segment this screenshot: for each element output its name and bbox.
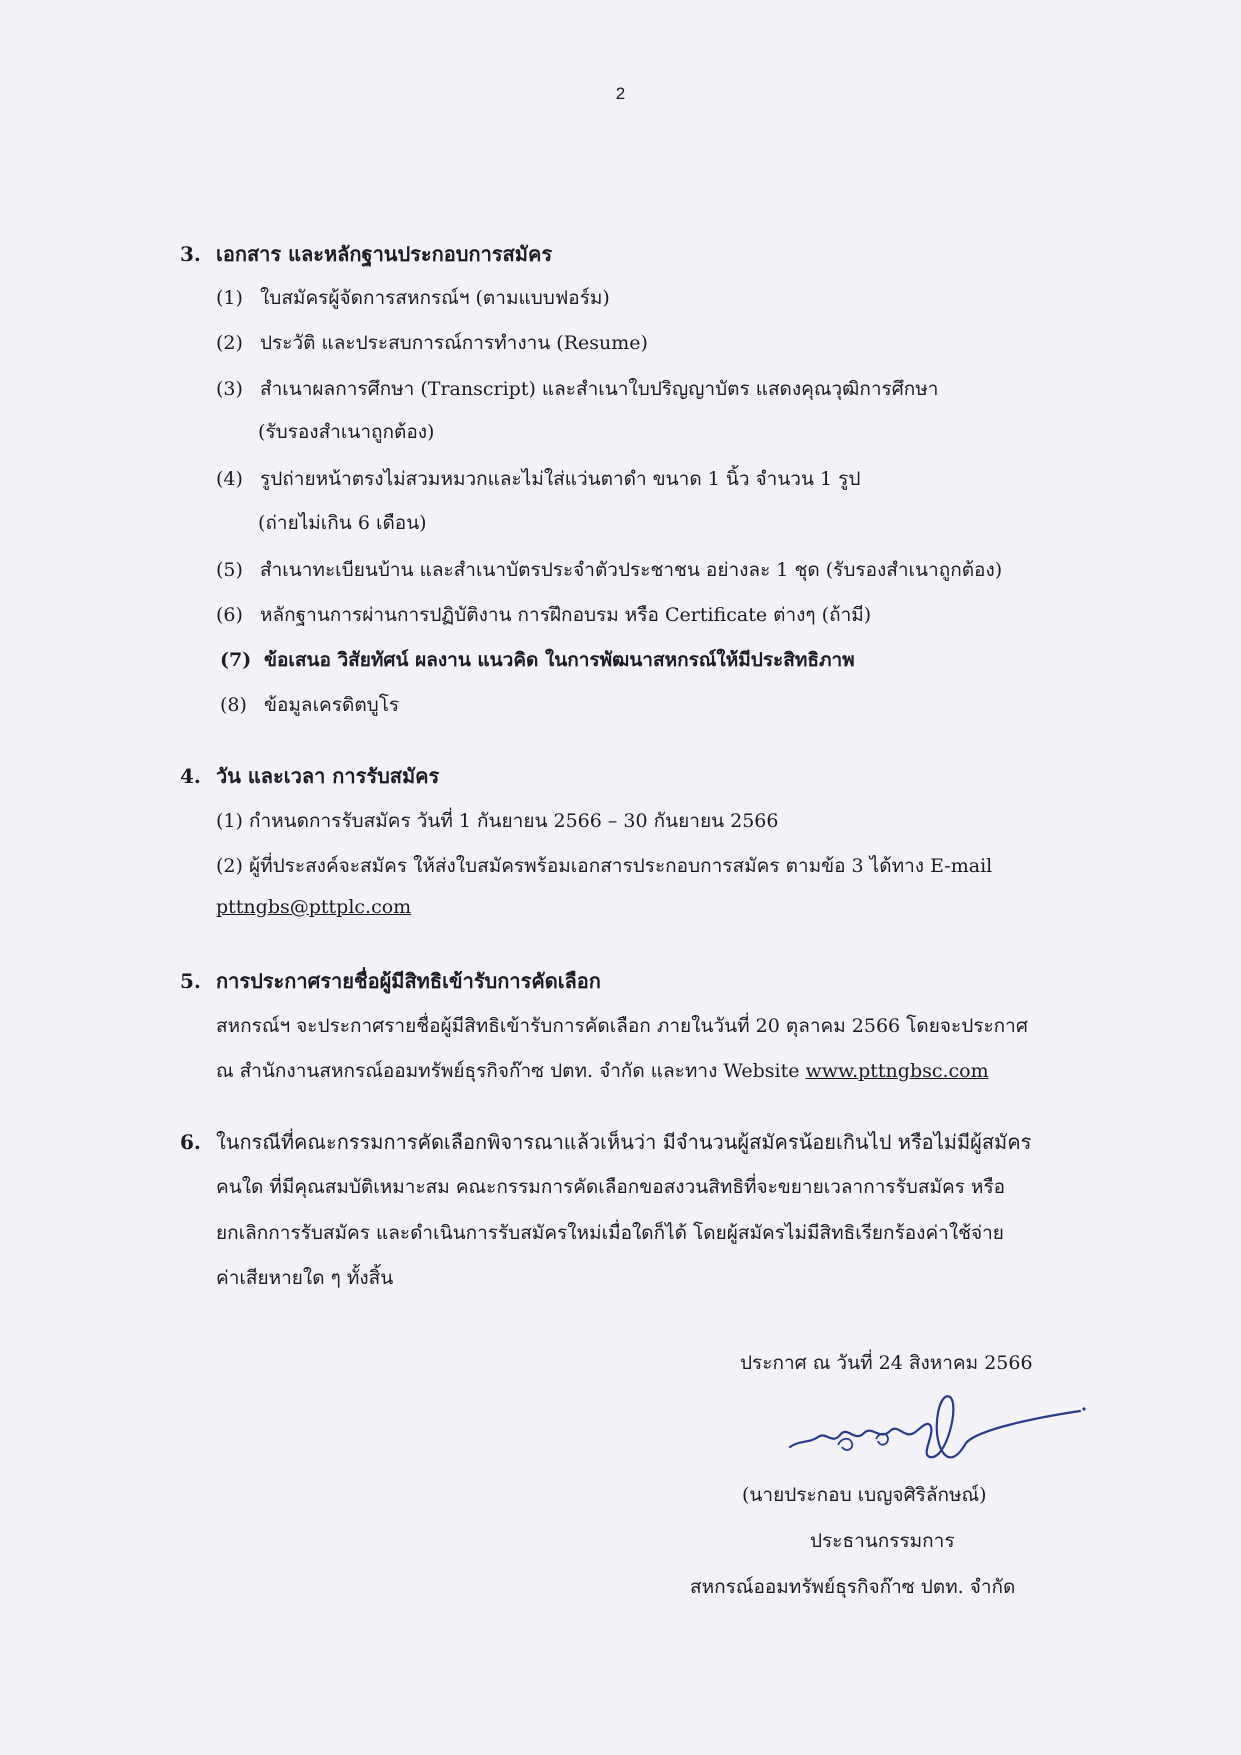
announcement-date: ประกาศ ณ วันที่ 24 สิงหาคม 2566 bbox=[740, 1352, 1033, 1374]
section-3-item-4 bbox=[216, 464, 860, 494]
section-3-item-8 bbox=[220, 690, 399, 720]
section-3-item-4-continued: (ถ่ายไม่เกิน 6 เดือน) bbox=[258, 512, 427, 534]
section-4-line-2: (2) ผู้ที่ประสงค์จะสมัคร ให้ส่งใบสมัครพร้อมเอกสารประกอบการสมัคร ตามข้อ 3 ได้ทาง E-mail bbox=[216, 855, 993, 877]
item-text: สำเนาทะเบียนบ้าน และสำเนาบัตรประจำตัวประชาชน อย่างละ 1 ชุด (รับรองสำเนาถูกต้อง) bbox=[260, 559, 1003, 581]
item-label: (7) bbox=[220, 649, 252, 671]
section-4-title: วัน และเวลา การรับสมัคร bbox=[216, 764, 440, 788]
section-3-item-6 bbox=[216, 600, 871, 630]
signature-image bbox=[780, 1385, 1100, 1485]
item-label: (8) bbox=[220, 694, 247, 716]
website-link[interactable]: www.pttngbsc.com bbox=[805, 1060, 989, 1082]
section-4-line-1: (1) กำหนดการรับสมัคร วันที่ 1 กันยายน 2566 – 30 กันยายน 2566 bbox=[216, 810, 779, 832]
section-5-line-2-text: ณ สำนักงานสหกรณ์ออมทรัพย์ธุรกิจก๊าซ ปตท. จำกัด และทาง Website bbox=[216, 1060, 800, 1082]
item-label: (1) bbox=[216, 287, 243, 309]
organization-name: สหกรณ์ออมทรัพย์ธุรกิจก๊าซ ปตท. จำกัด bbox=[690, 1576, 1016, 1598]
section-6-number: 6. bbox=[180, 1130, 201, 1154]
item-label: (5) bbox=[216, 559, 243, 581]
item-text: ใบสมัครผู้จัดการสหกรณ์ฯ (ตามแบบฟอร์ม) bbox=[260, 287, 610, 309]
item-text: ประวัติ และประสบการณ์การทำงาน (Resume) bbox=[260, 332, 648, 354]
section-5-line-2 bbox=[216, 1056, 989, 1086]
section-4-heading bbox=[180, 760, 439, 792]
section-4-number: 4. bbox=[180, 764, 201, 788]
section-3-item-7 bbox=[220, 645, 855, 675]
page-number: 2 bbox=[615, 84, 626, 103]
section-3-item-2 bbox=[216, 328, 648, 358]
section-6-line-1: ในกรณีที่คณะกรรมการคัดเลือกพิจารณาแล้วเห็นว่า มีจำนวนผู้สมัครน้อยเกินไป หรือไม่มีผู้สมัคร bbox=[216, 1130, 1032, 1154]
section-3-number: 3. bbox=[180, 242, 201, 266]
section-6-first-line bbox=[180, 1126, 1031, 1158]
item-label: (6) bbox=[216, 604, 243, 626]
section-3-heading bbox=[180, 238, 552, 270]
section-3-title: เอกสาร และหลักฐานประกอบการสมัคร bbox=[216, 242, 553, 266]
email-link[interactable]: pttngbs@pttplc.com bbox=[216, 896, 412, 918]
section-5-line-1: สหกรณ์ฯ จะประกาศรายชื่อผู้มีสิทธิเข้ารับการคัดเลือก ภายในวันที่ 20 ตุลาคม 2566 โดยจะประกาศ bbox=[216, 1015, 1028, 1037]
item-text: ข้อเสนอ วิสัยทัศน์ ผลงาน แนวคิด ในการพัฒนาสหกรณ์ให้มีประสิทธิภาพ bbox=[264, 649, 855, 671]
section-3-item-3 bbox=[216, 374, 938, 404]
item-label: (3) bbox=[216, 378, 243, 400]
item-text: ข้อมูลเครดิตบูโร bbox=[264, 694, 400, 716]
signatory-position: ประธานกรรมการ bbox=[810, 1530, 955, 1552]
section-5-number: 5. bbox=[180, 969, 201, 993]
signatory-name: (นายประกอบ เบญจศิริลักษณ์) bbox=[742, 1484, 987, 1506]
section-3-item-5 bbox=[216, 555, 1002, 585]
item-text: สำเนาผลการศึกษา (Transcript) และสำเนาใบปริญญาบัตร แสดงคุณวุฒิการศึกษา bbox=[260, 378, 939, 400]
section-6-line-2: คนใด ที่มีคุณสมบัติเหมาะสม คณะกรรมการคัดเลือกขอสงวนสิทธิที่จะขยายเวลาการรับสมัคร หรือ bbox=[216, 1176, 1006, 1198]
item-label: (2) bbox=[216, 332, 243, 354]
section-6-line-4: ค่าเสียหายใด ๆ ทั้งสิ้น bbox=[216, 1267, 394, 1289]
item-text: รูปถ่ายหน้าตรงไม่สวมหมวกและไม่ใส่แว่นตาดำ ขนาด 1 นิ้ว จำนวน 1 รูป bbox=[260, 468, 861, 490]
section-3-item-3-continued: (รับรองสำเนาถูกต้อง) bbox=[258, 421, 435, 443]
item-label: (4) bbox=[216, 468, 243, 490]
section-5-title: การประกาศรายชื่อผู้มีสิทธิเข้ารับการคัดเลือก bbox=[216, 969, 601, 993]
section-5-heading bbox=[180, 965, 601, 997]
section-6-line-3: ยกเลิกการรับสมัคร และดำเนินการรับสมัครใหม่เมื่อใดก็ได้ โดยผู้สมัครไม่มีสิทธิเรียกร้องค่าใช้จ่าย bbox=[216, 1222, 1004, 1244]
item-text: หลักฐานการผ่านการปฏิบัติงาน การฝึกอบรม หรือ Certificate ต่างๆ (ถ้ามี) bbox=[260, 604, 872, 626]
section-3-item-1 bbox=[216, 283, 610, 313]
